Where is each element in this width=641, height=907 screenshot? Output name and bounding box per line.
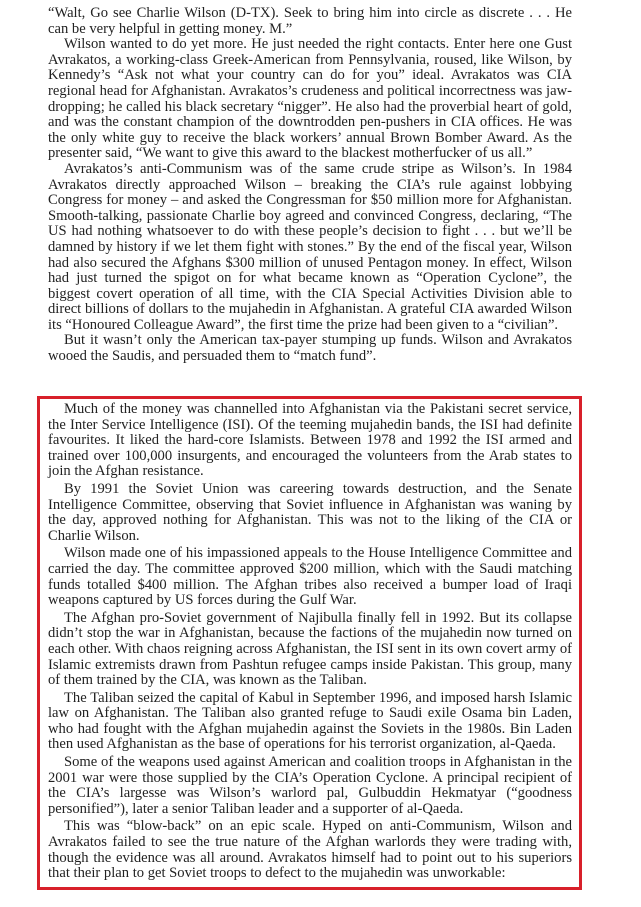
paragraph-weapons-2001: Some of the weapons used against American and coalition troops in Afghanistan in the 2001 war were those supplied by the CIA’s Operation Cyclone. A principal recipient of the CIA’s largesse was Wilson’s warlord pal, Gulbuddin Hekmatyar (“goodness personified”), later a senior Taliban leader and a supporter of al-Qaeda. <box>48 754 572 817</box>
paragraph-soviet-decline: By 1991 the Soviet Union was careering towards destruction, and the Senate Intelligence Committee, observing that Soviet influence in Afghanistan was waning by the day, approved nothing for Afghanistan. This was not to the liking of the CIA or Charlie Wilson. <box>48 480 572 544</box>
paragraph-najibulla-fall: The Afghan pro-Soviet government of Najibulla finally fell in 1992. But its collapse didn’t stop the war in Afghanistan, because the factions of the mujahedin now turned on each other. With chaos reigning across Afghanistan, the ISI sent in its own covert army of Islamic extremists drawn from Pashtun refugee camps inside Pakistan. This group, many of them trained by the CIA, was known as the Taliban. <box>48 609 572 689</box>
paragraph-taliban-kabul: The Taliban seized the capital of Kabul in September 1996, and imposed harsh Islamic law on Afghanistan. The Taliban also granted refuge to Saudi exile Osama bin Laden, who had fought with the Afghan mujahedin against the Soviets in the 1980s. Bin Laden then used Afghanistan as the base of operations for his terrorist organization, al-Qaeda. <box>48 689 572 753</box>
paragraph-avrakatos-anticommunism: Avrakatos’s anti-Communism was of the same crude stripe as Wilson’s. In 1984 Avrakatos directly approached Wilson – breaking the CIA’s rule against lobbying Congress for money – and asked the Congressman for $50 million more for Afghanistan. Smooth-talking, passionate Charlie boy agreed and convinced Congress, declaring, “The US had nothing whatsoever to do with these people’s decision to fight . . . but we’ll be damned by history if we let them fight with stones.” By the end of the fiscal year, Wilson had also secured the Afghans $300 million of unused Pentagon money. In effect, Wilson had just turned the spigot on for what became known as “Operation Cyclone”, the biggest covert operation of all time, with the CIA Special Activities Division able to direct billions of dollars to the mujahedin in Afghanistan. A grateful CIA awarded Wilson its “Honoured Colleague Award”, the first time the prize had been given to a “civilian”. <box>48 160 572 333</box>
document-page <box>48 5 572 365</box>
paragraph-cutoff-wrapper <box>48 332 572 365</box>
paragraph-blowback: This was “blow-back” on an epic scale. Hyped on anti-Communism, Wilson and Avrakatos failed to see the true nature of the Afghan warlords they were trading with, though the evidence was all around. Avrakatos himself had to point out to his superiors that their plan to get Soviet troops to defect to the mujahedin was unworkable: <box>48 818 572 882</box>
paragraph-house-committee: Wilson made one of his impassioned appeals to the House Intelligence Committee and carried the day. The committee approved $200 million, which with the Saudi matching funds totalled $400 million. The Afghan tribes also received a bumper load of Iraqi weapons captured by US forces during the Gulf War. <box>48 545 572 609</box>
paragraph-quote: “Walt, Go see Charlie Wilson (D-TX). Seek to bring him into circle as discrete . . . He can be very helpful in getting money. M.” <box>48 5 572 37</box>
paragraph-isi-channel: Much of the money was channelled into Afghanistan via the Pakistani secret service, the Inter Service Intelligence (ISI). Of the teeming mujahedin bands, the ISI had definite favourites. It liked the hard-core Islamists. Between 1978 and 1992 the ISI armed and trained over 100,000 insurgents, and encouraged the volunteers from the Arab states to join the Afghan resistance. <box>48 401 572 480</box>
paragraph-wilson-contacts: Wilson wanted to do yet more. He just needed the right contacts. Enter here one Gust Avrakatos, a working-class Greek-American from Pennsylvania, roused, like Wilson, by Kennedy’s “Ask not what your country can do for you” ideal. Avrakatos was CIA regional head for Afghanistan. Avrakatos’s crudeness and political incorrectness was jaw-dropping; he called his black secretary “nigger”. He also had the proverbial heart of gold, and was the constant champion of the downtrodden pen-pushers in CIA offices. He was the only white guy to receive the black workers’ annual Brown Bomber Award. As the presenter said, “We want to give this award to the blackest motherfucker of us all.” <box>48 36 572 162</box>
paragraph-saudi-funds: But it wasn’t only the American tax-payer stumping up funds. Wilson and Avrakatos wooed the Saudis, and persuaded them to “match fund”. <box>48 332 572 365</box>
highlighted-section <box>48 402 572 884</box>
